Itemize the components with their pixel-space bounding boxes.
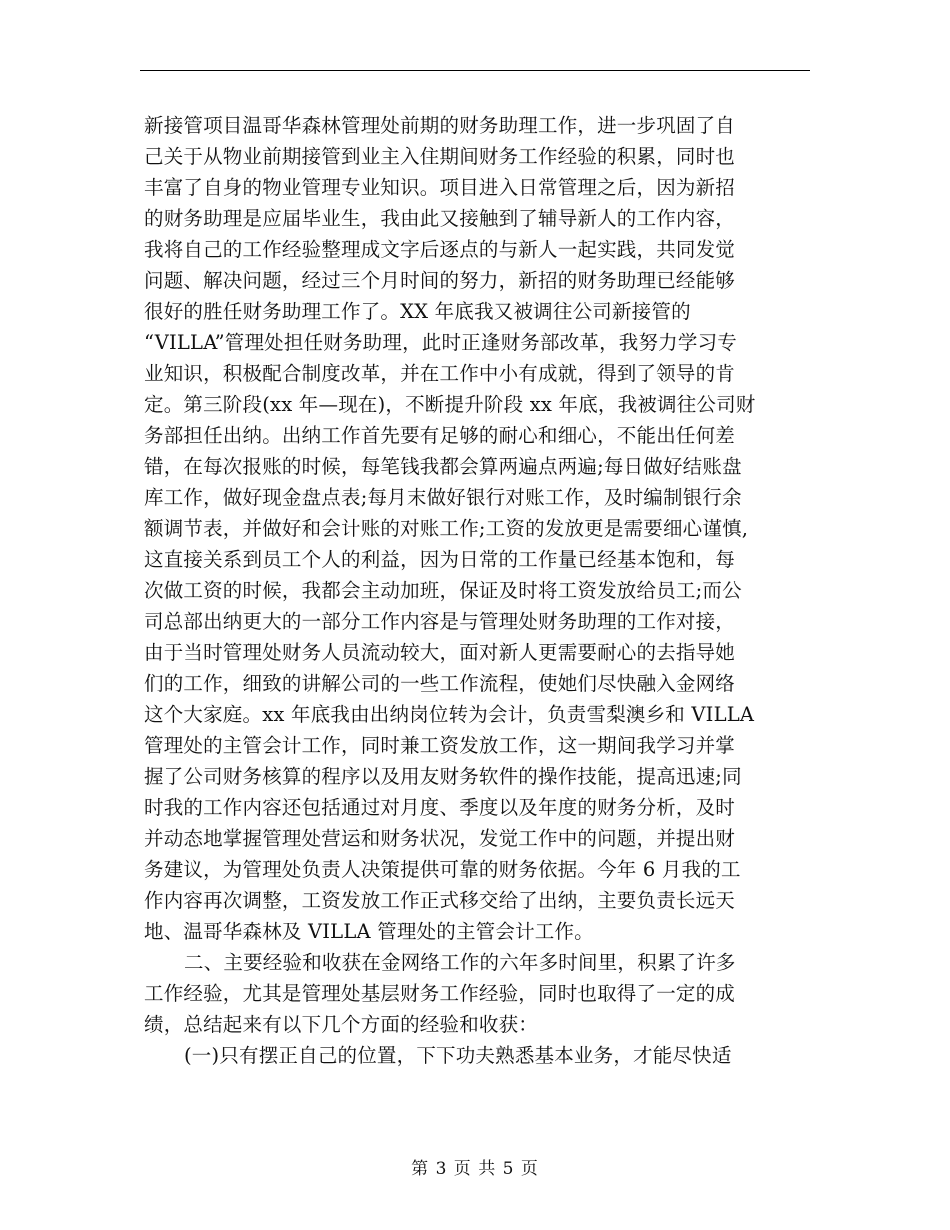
text-line: 这直接关系到员工个人的利益，因为日常的工作量已经基本饱和，每 <box>144 548 736 571</box>
text-line: 库工作，做好现金盘点表;每月末做好银行对账工作，及时编制银行余 <box>144 486 742 509</box>
text-line: 这个大家庭。xx 年底我由出纳岗位转为会计，负责雪梨澳乡和 VILLA <box>144 703 755 726</box>
subsection-heading-line: (一)只有摆正自己的位置，下下功夫熟悉基本业务，才能尽快适 <box>184 1044 732 1067</box>
text-line: “VILLA”管理处担任财务助理，此时正逢财务部改革，我努力学习专 <box>144 331 737 354</box>
text-line: 并动态地掌握管理处营运和财务状况，发觉工作中的问题，并提出财 <box>144 827 736 850</box>
text-line: 额调节表，并做好和会计账的对账工作;工资的发放更是需要细心谨慎, <box>144 517 749 540</box>
text-line: 务建议，为管理处负责人决策提供可靠的财务依据。今年 6 月我的工 <box>144 858 741 881</box>
text-line: 我将自己的工作经验整理成文字后逐点的与新人一起实践，共同发觉 <box>144 238 736 261</box>
page-number-footer: 第 3 页 共 5 页 <box>411 1159 539 1179</box>
text-line: 新接管项目温哥华森林管理处前期的财务助理工作，进一步巩固了自 <box>144 114 736 137</box>
text-line: 由于当时管理处财务人员流动较大，面对新人更需要耐心的去指导她 <box>144 641 736 664</box>
text-line: 丰富了自身的物业管理专业知识。项目进入日常管理之后，因为新招 <box>144 176 736 199</box>
text-line: 司总部出纳更大的一部分工作内容是与管理处财务助理的工作对接， <box>144 610 736 633</box>
text-line: 握了公司财务核算的程序以及用友财务软件的操作技能，提高迅速;同 <box>144 765 742 788</box>
text-line: 问题、解决问题，经过三个月时间的努力，新招的财务助理已经能够 <box>144 269 736 292</box>
text-line: 的财务助理是应届毕业生，我由此又接触到了辅导新人的工作内容， <box>144 207 736 230</box>
text-line: 们的工作，细致的讲解公司的一些工作流程，使她们尽快融入金网络 <box>144 672 736 695</box>
section-heading-line: 二、主要经验和收获在金网络工作的六年多时间里，积累了许多 <box>184 951 736 974</box>
header-rule <box>140 70 810 71</box>
text-line: 己关于从物业前期接管到业主入住期间财务工作经验的积累，同时也 <box>144 145 736 168</box>
text-line: 管理处的主管会计工作，同时兼工资发放工作，这一期间我学习并掌 <box>144 734 736 757</box>
text-line: 错，在每次报账的时候，每笔钱我都会算两遍点两遍;每日做好结账盘 <box>144 455 742 478</box>
text-line: 地、温哥华森林及 VILLA 管理处的主管会计工作。 <box>144 920 594 943</box>
text-line: 很好的胜任财务助理工作了。XX 年底我又被调往公司新接管的 <box>144 300 691 323</box>
document-body <box>144 110 816 1071</box>
text-line: 绩，总结起来有以下几个方面的经验和收获： <box>144 1013 539 1036</box>
text-line: 工作经验，尤其是管理处基层财务工作经验，同时也取得了一定的成 <box>144 982 736 1005</box>
text-line: 定。第三阶段(xx 年—现在)，不断提升阶段 xx 年底，我被调往公司财 <box>144 393 756 416</box>
text-line: 次做工资的时候，我都会主动加班，保证及时将工资发放给员工;而公 <box>144 579 742 602</box>
text-line: 务部担任出纳。出纳工作首先要有足够的耐心和细心，不能出任何差 <box>144 424 736 447</box>
text-line: 时我的工作内容还包括通过对月度、季度以及年度的财务分析，及时 <box>144 796 736 819</box>
text-line: 业知识，积极配合制度改革，并在工作中小有成就，得到了领导的肯 <box>144 362 736 385</box>
text-line: 作内容再次调整，工资发放工作正式移交给了出纳，主要负责长远天 <box>144 889 736 912</box>
